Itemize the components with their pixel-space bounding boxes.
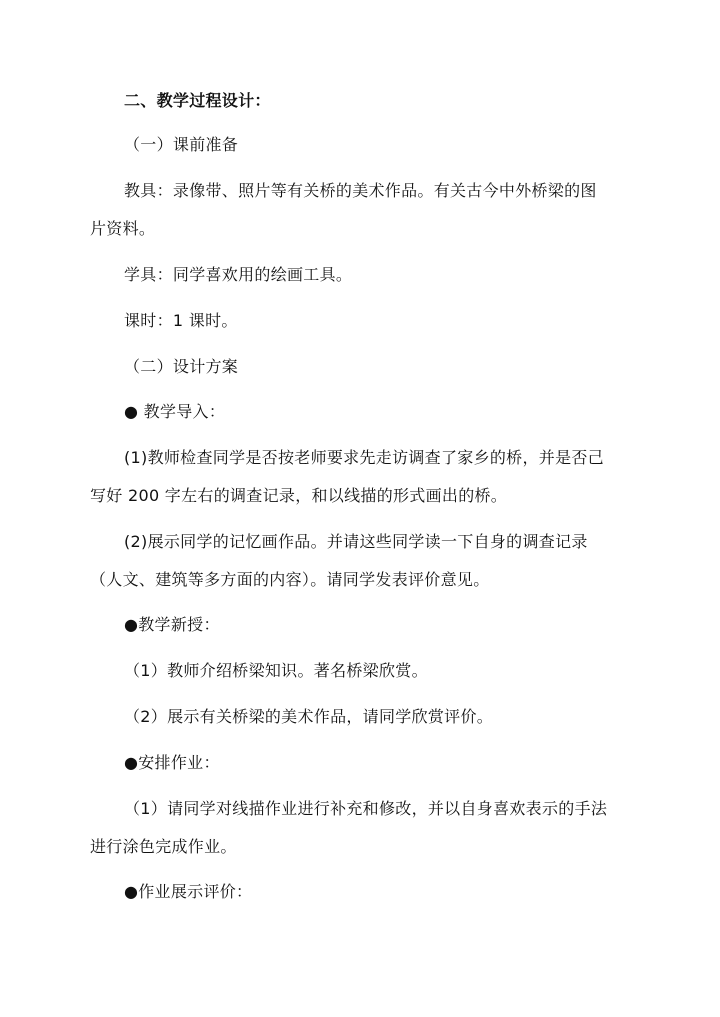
intro-item2-line2: （人文、建筑等多方面的内容）。请同学发表评价意见。 — [90, 570, 490, 589]
paragraph-teaching-tools-line2: 片资料。 — [90, 219, 156, 238]
section-heading: 二、教学过程设计： — [124, 91, 271, 110]
bullet-heading-intro: ● 教学导入： — [124, 402, 226, 421]
intro-item1-line1: (1)教师检查同学是否按老师要求先走访调查了家乡的桥，并是否己 — [124, 448, 604, 467]
new-lesson-item1: （1）教师介绍桥梁知识。著名桥梁欣赏。 — [124, 661, 428, 680]
bullet-heading-display: ●作业展示评价： — [124, 882, 253, 901]
intro-item2-line1: (2)展示同学的记忆画作品。并请这些同学读一下自身的调查记录 — [124, 532, 588, 551]
homework-item1-line2: 进行涂色完成作业。 — [90, 837, 237, 856]
paragraph-teaching-tools-line1: 教具：录像带、照片等有关桥的美术作品。有关古今中外桥梁的图 — [124, 181, 597, 200]
intro-item1-line2: 写好 200 字左右的调查记录，和以线描的形式画出的桥。 — [90, 486, 508, 505]
bullet-heading-homework: ●安排作业： — [124, 753, 220, 772]
paragraph-student-tools: 学具：同学喜欢用的绘画工具。 — [124, 265, 353, 284]
bullet-heading-new-lesson: ●教学新授： — [124, 615, 220, 634]
subsection-title-preparation: （一）课前准备 — [124, 135, 239, 154]
new-lesson-item2: （2）展示有关桥梁的美术作品，请同学欣赏评价。 — [124, 707, 494, 726]
homework-item1-line1: （1）请同学对线描作业进行补充和修改，并以自身喜欢表示的手法 — [124, 799, 608, 818]
paragraph-class-hours: 课时：1 课时。 — [124, 311, 238, 330]
subsection-title-design: （二）设计方案 — [124, 357, 239, 376]
